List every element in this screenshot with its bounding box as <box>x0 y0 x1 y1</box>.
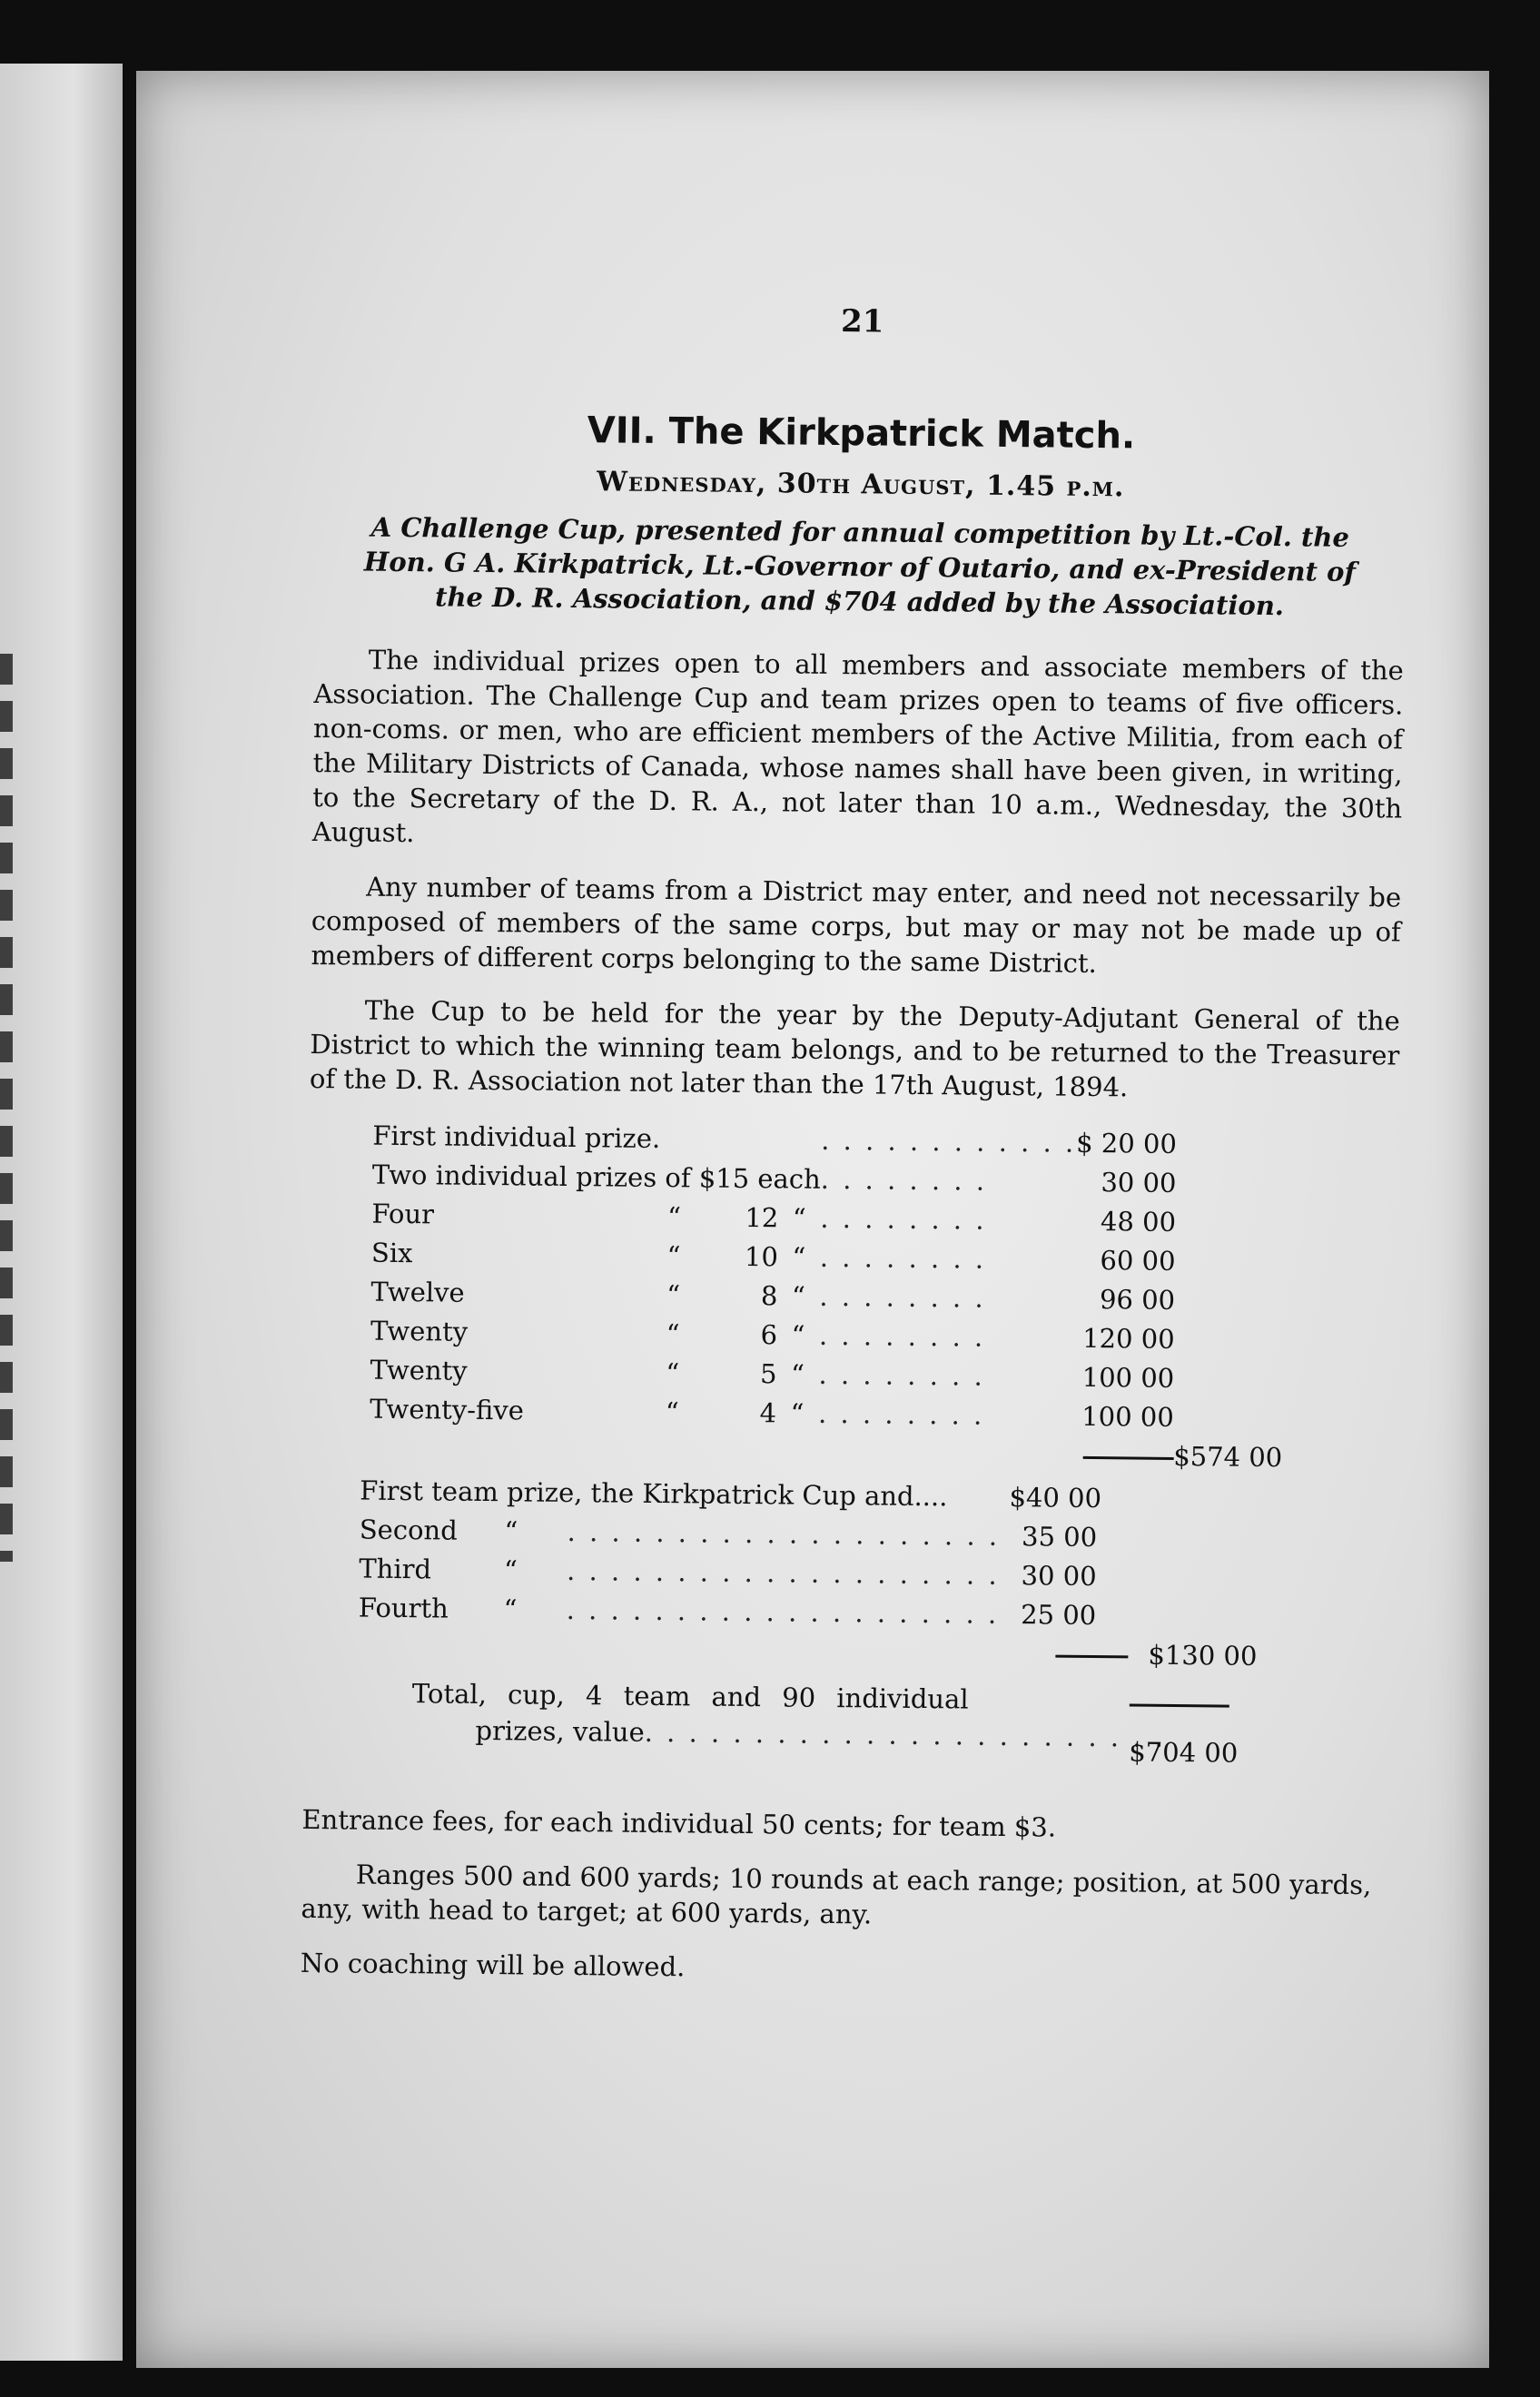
team-prize-label: First team prize, the Kirkpatrick Cup and.... <box>360 1475 948 1513</box>
dot-leader: . . . . . . . . <box>819 1241 987 1275</box>
dot-leader: . . . . . . . . <box>820 1202 987 1236</box>
team-prize-label: Third <box>359 1553 432 1585</box>
team-prize-table <box>358 1472 1259 1676</box>
paragraph-eligibility: The individual prizes open to all members and associate members of the Association. The Challenge Cup and team prizes open to teams of five officers. non-coms. or men, who are efficient members of the Active Militia, from each of the Military Districts of Canada, whose names shall have been given, in writing, to the Secretary of the D. R. A., not later than 10 a.m., Wednesday, the 30th August. <box>311 644 1404 849</box>
individual-prize-table <box>370 1117 1287 1478</box>
team-prize-amount: 25 00 <box>1021 1599 1097 1632</box>
prize-label: Four <box>371 1198 435 1230</box>
ditto-mark: “ <box>665 1396 679 1428</box>
prize-label: First individual prize. <box>372 1120 661 1154</box>
match-title: VII. The Kirkpatrick Match. <box>587 409 1136 458</box>
paragraph-cup-custody: The Cup to be held for the year by the Deputy-Adjutant General of the District to which the winning team belongs, and to be returned to the Treasurer of the D. R. Association not later than the 17th August, 1894. <box>309 994 1400 1103</box>
team-prize-amount: 30 00 <box>1021 1560 1097 1593</box>
prize-label: Twelve <box>370 1276 465 1308</box>
prize-amount: 96 00 <box>1099 1284 1176 1316</box>
page-number: 21 <box>840 303 884 340</box>
ditto-mark: “ <box>792 1202 806 1234</box>
team-subtotal: $130 00 <box>1148 1639 1258 1672</box>
ditto-mark: “ <box>666 1279 681 1311</box>
prize-amount: 30 00 <box>1101 1167 1177 1198</box>
dot-leader: . . . . . . . . <box>820 1163 988 1197</box>
grand-total: $704 00 <box>1129 1736 1239 1769</box>
prize-label: Six <box>370 1237 413 1269</box>
prize-value: 6 <box>760 1319 778 1351</box>
prize-value: 4 <box>759 1397 777 1429</box>
total-label-line2 <box>475 1715 1166 1753</box>
dot-leader: . . . . . . . . <box>818 1319 986 1353</box>
prize-label: Twenty-five <box>370 1393 525 1426</box>
prize-amount: $ 20 00 <box>1076 1127 1178 1159</box>
coaching-rule: No coaching will be allowed. <box>300 1947 686 1983</box>
prize-amount: 60 00 <box>1100 1245 1176 1277</box>
grand-total-block <box>302 1677 1393 1798</box>
prize-label: Two individual prizes of $15 each <box>371 1159 821 1195</box>
dot-leader: . . . . . . . . . . . . . . . . . . . . <box>566 1593 1000 1630</box>
ditto-mark: “ <box>666 1357 680 1389</box>
ditto-mark: “ <box>791 1280 806 1312</box>
prize-value: 5 <box>759 1358 777 1390</box>
ditto-mark: “ <box>791 1319 805 1351</box>
match-subtitle: A Challenge Cup, presented for annual competition by Lt.-Col. the Hon. G A. Kirkpatrick, Lt.-Governor of Outario, and ex-President of the D. R. Association, and $704 added by the Association. <box>363 511 1357 622</box>
dot-leader: . . . . . . . . . . . . . . . . . . . . . . . . <box>644 1716 1167 1753</box>
dot-leader: . . . . . . . . . . . . . . . . . . . . <box>567 1515 1001 1552</box>
ranges-rule: Ranges 500 and 600 yards; 10 rounds at each range; position, at 500 yards, any, with head to target; at 600 yards, any. <box>301 1859 1372 1930</box>
book-page <box>136 71 1489 2368</box>
subtotal-rule <box>999 1634 1129 1674</box>
team-prize-amount: 35 00 <box>1021 1521 1098 1554</box>
team-prize-label: Fourth <box>358 1592 449 1624</box>
ditto-mark: “ <box>666 1201 682 1233</box>
dot-leader: . . . . . . . . . . . . <box>821 1124 1077 1159</box>
prize-label: Twenty <box>370 1354 468 1386</box>
prize-amount: 100 00 <box>1081 1400 1174 1433</box>
ditto-mark: “ <box>790 1358 805 1390</box>
facing-page-text-fragments <box>0 654 13 1562</box>
match-date: Wednesday, 30th August, 1.45 p.m. <box>597 466 1125 504</box>
team-prize-amount: $40 00 <box>1009 1482 1102 1514</box>
ditto-mark: “ <box>790 1397 805 1429</box>
dot-leader: . . . . . . . . <box>819 1280 986 1314</box>
prize-value: 10 <box>744 1240 779 1273</box>
ditto-mark: “ <box>503 1593 518 1625</box>
prize-label: Twenty <box>370 1315 469 1347</box>
subtotal-row <box>370 1429 1283 1478</box>
ditto-mark: “ <box>503 1554 518 1586</box>
total-label-line1: Total, cup, 4 team and 90 individual <box>411 1678 969 1715</box>
ditto-mark: “ <box>666 1318 680 1350</box>
page-content <box>300 298 1407 2011</box>
prize-value: 8 <box>760 1280 778 1312</box>
paragraph-team-composition: Any number of teams from a District may enter, and need not necessarily be composed of members of the same corps, but may or may not be made up of members of different corps belonging to the same District. <box>311 871 1402 980</box>
dot-leader: . . . . . . . . . . . . . . . . . . . . <box>566 1554 1000 1591</box>
prize-amount: 120 00 <box>1082 1322 1175 1355</box>
dot-leader: . . . . . . . . <box>817 1397 985 1431</box>
entrance-fees: Entrance fees, for each individual 50 cents; for team $3. <box>301 1803 1057 1843</box>
facing-page-edge <box>0 64 123 2361</box>
prize-amount: 48 00 <box>1100 1206 1177 1238</box>
prize-value: 12 <box>745 1201 779 1234</box>
dot-leader: . . . . . . . . <box>818 1358 985 1392</box>
prize-amount: 100 00 <box>1081 1361 1175 1394</box>
ditto-mark: “ <box>792 1241 806 1273</box>
total-label-text: prizes, value <box>475 1714 645 1748</box>
ditto-mark: “ <box>666 1240 681 1272</box>
subtotal-rule <box>1072 1436 1173 1476</box>
individual-subtotal: $574 00 <box>1173 1440 1283 1474</box>
team-prize-label: Second <box>359 1514 458 1546</box>
subtotal-row <box>358 1628 1257 1676</box>
ditto-mark: “ <box>504 1515 518 1547</box>
total-rule <box>1130 1703 1229 1707</box>
